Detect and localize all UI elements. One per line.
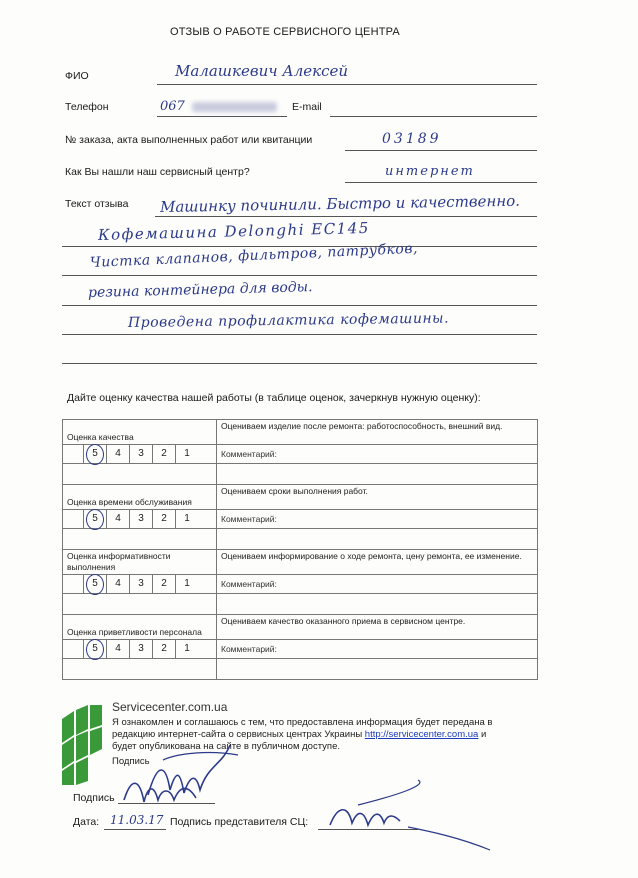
rating-score-option[interactable] [153, 510, 176, 528]
rating-score-label: 5 [92, 513, 98, 524]
rating-score-label: 1 [184, 513, 190, 524]
consent-link[interactable]: http://servicecenter.com.ua [364, 729, 479, 740]
rating-score-label: 2 [161, 513, 167, 524]
rating-row-scores [63, 575, 538, 594]
selected-score-circle-icon [86, 639, 104, 660]
rating-comment-label: Комментарий: [221, 449, 277, 459]
rating-row-header [63, 420, 538, 445]
rating-score-option[interactable] [153, 445, 176, 463]
servicecenter-logo-icon [60, 705, 104, 785]
rating-description: Оцениваем изделие после ремонта: работоспособность, внешний вид. [217, 420, 538, 445]
review-text-5[interactable]: Проведена профилактика кофемашины. [127, 310, 450, 331]
rating-description: Оцениваем информирование о ходе ремонта, цену ремонта, ее изменение. [217, 550, 538, 575]
sign-label-1: Подпись [112, 756, 150, 767]
date-value[interactable]: 11.03.17 [110, 813, 164, 827]
rating-score-label: 3 [138, 513, 144, 524]
fio-value[interactable]: Малашкевич Алексей [175, 62, 349, 80]
rep-signature-icon[interactable] [318, 775, 498, 860]
rating-score-option[interactable] [130, 510, 153, 528]
rating-row-header [63, 485, 538, 510]
rating-score-label: 3 [138, 448, 144, 459]
rating-score-option[interactable] [107, 510, 130, 528]
rating-score-label: 4 [115, 643, 121, 654]
rating-row-spacer [63, 529, 538, 550]
rating-criterion: Оценка времени обслуживания [63, 485, 217, 510]
rating-score-label: 4 [115, 448, 121, 459]
rating-criterion: Оценка приветливости персонала [63, 615, 217, 640]
phone-redaction [192, 102, 277, 112]
rating-comment-field[interactable] [217, 575, 538, 594]
rating-score-label: 2 [161, 578, 167, 589]
found-line [345, 182, 537, 183]
rating-score-option[interactable] [84, 510, 107, 528]
rating-score-option[interactable] [107, 445, 130, 463]
rating-score-label: 3 [138, 643, 144, 654]
rating-score-option[interactable] [130, 445, 153, 463]
sign-label-2: Подпись [73, 792, 115, 804]
rating-score-label: 3 [138, 578, 144, 589]
rating-row-spacer [63, 659, 538, 680]
rating-score-label: 1 [184, 448, 190, 459]
rating-score-option[interactable] [107, 575, 130, 593]
found-label: Как Вы нашли наш сервисный центр? [65, 166, 250, 178]
rating-comment-label: Комментарий: [221, 579, 277, 589]
review-text-3[interactable]: Чистка клапанов, фильтров, патрубков, [89, 240, 419, 271]
rating-row-header [63, 615, 538, 640]
rating-prompt: Дайте оценку качества нашей работы (в таблице оценок, зачеркнув нужную оценку): [67, 392, 481, 404]
date-line [104, 829, 166, 830]
client-signature-2-icon[interactable] [118, 770, 218, 810]
review-line-1 [155, 216, 537, 217]
rating-comment-field[interactable] [217, 510, 538, 529]
selected-score-circle-icon [86, 444, 104, 465]
review-line-4 [62, 305, 537, 306]
consent-line-3: будет опубликована на сайте в публичном доступе. [112, 741, 340, 752]
rating-comment-field[interactable] [217, 445, 538, 464]
rating-score-option[interactable] [176, 510, 198, 528]
date-label: Дата: [73, 816, 100, 828]
phone-value[interactable]: 067 [160, 99, 185, 114]
review-text-2[interactable]: Кофемашина Delonghi EC145 [97, 218, 371, 244]
rating-score-option[interactable] [107, 640, 130, 658]
rating-score-option[interactable] [84, 445, 107, 463]
rating-score-label: 2 [161, 448, 167, 459]
rating-score-option[interactable] [153, 640, 176, 658]
rating-description: Оцениваем качество оказанного приема в сервисном центре. [217, 615, 538, 640]
rating-score-option[interactable] [130, 640, 153, 658]
rating-score-option[interactable] [84, 640, 107, 658]
selected-score-circle-icon [86, 574, 104, 595]
rating-criterion: Оценка информативности выполнения [63, 550, 217, 575]
review-line-3 [62, 275, 537, 276]
phone-line [157, 116, 287, 117]
rating-score-option[interactable] [84, 575, 107, 593]
review-text-4[interactable]: резина контейнера для воды. [87, 279, 313, 301]
rating-comment-label: Комментарий: [221, 644, 277, 654]
rating-score-label: 5 [92, 643, 98, 654]
rating-row-header [63, 550, 538, 575]
rating-row-scores [63, 445, 538, 464]
fio-label: ФИО [65, 70, 89, 82]
order-label: № заказа, акта выполненных работ или квитанции [65, 134, 313, 146]
review-text-1[interactable]: Машинку починили. Быстро и качественно. [159, 191, 521, 216]
rating-score-label: 1 [184, 578, 190, 589]
rating-score-option[interactable] [153, 575, 176, 593]
page-title: ОТЗЫВ О РАБОТЕ СЕРВИСНОГО ЦЕНТРА [170, 26, 400, 38]
consent-line-1: Я ознакомлен и соглашаюсь с тем, что предоставлена информация будет передана в [112, 717, 493, 728]
rating-row-scores [63, 640, 538, 659]
rating-score-label: 2 [161, 643, 167, 654]
rating-score-label: 4 [115, 513, 121, 524]
consent-text-2b: и [480, 729, 487, 740]
rating-description: Оцениваем сроки выполнения работ. [217, 485, 538, 510]
order-line [345, 150, 537, 151]
rating-row-spacer [63, 464, 538, 485]
rating-table [62, 419, 538, 680]
phone-label: Телефон [65, 101, 109, 113]
found-value[interactable]: интернет [385, 164, 475, 179]
rating-comment-label: Комментарий: [221, 514, 277, 524]
rating-score-label: 5 [92, 448, 98, 459]
rating-score-label: 4 [115, 578, 121, 589]
fio-line [157, 84, 537, 85]
email-label: E-mail [292, 101, 322, 113]
rating-score-option[interactable] [176, 575, 198, 593]
email-line[interactable] [330, 116, 537, 117]
rating-score-option[interactable] [176, 640, 198, 658]
review-line-6 [62, 363, 537, 364]
rating-score-option[interactable] [130, 575, 153, 593]
review-label: Текст отзыва [65, 198, 129, 210]
rating-row-scores [63, 510, 538, 529]
rating-score-label: 1 [184, 643, 190, 654]
rating-score-option[interactable] [176, 445, 198, 463]
consent-text-2a: редакцию интернет-сайта о сервисных центрах Украины [112, 729, 363, 740]
rating-row-spacer [63, 594, 538, 615]
order-value[interactable]: 03189 [382, 131, 442, 147]
selected-score-circle-icon [86, 509, 104, 530]
rating-score-label: 5 [92, 578, 98, 589]
review-line-5 [62, 334, 537, 335]
rating-comment-field[interactable] [217, 640, 538, 659]
rating-criterion: Оценка качества [63, 420, 217, 445]
rep-sign-label: Подпись представителя СЦ: [170, 816, 309, 828]
site-name: Servicecenter.com.ua [112, 700, 228, 714]
